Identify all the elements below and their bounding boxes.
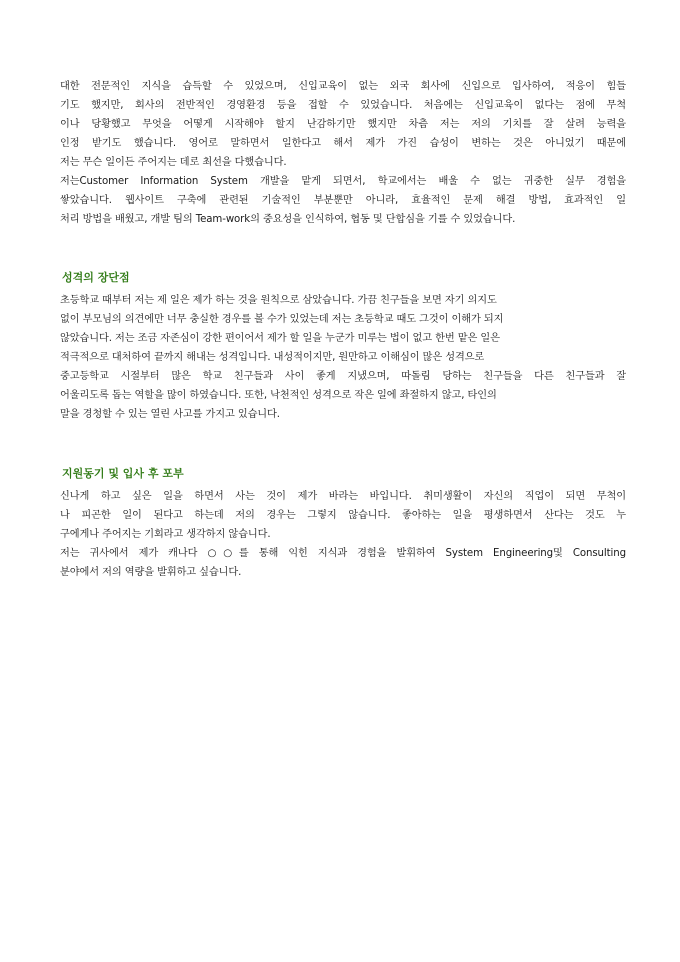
text-line: 중고등학교 시절부터 많은 학교 친구들과 사이 좋게 지냈으며, 따돌림 당하는 친구들을 다른 친구들과 잘 [60,371,626,382]
text-line: 않았습니다. 저는 조금 자존심이 강한 편이어서 제가 할 일을 누군가 미루는 법이 없고 한번 맡은 일은 [60,333,500,344]
text-line: 나 피곤한 일이 된다고 하는데 저의 경우는 그렇지 않습니다. 좋아하는 일을 평생하면서 산다는 것도 누 [60,510,626,521]
text-line: 말을 경청할 수 있는 열린 사고를 가지고 있습니다. [60,409,280,420]
text-line: 저는Customer Information System 개발을 맡게 되면서, 학교에서는 배울 수 없는 귀중한 실무 경험을 [60,176,626,187]
text-line: 저는 무슨 일이든 주어지는 데로 최선을 다했습니다. [60,157,287,168]
motivation-paragraph [60,487,626,582]
personality-paragraph [60,291,626,424]
text-line: 기도 했지만, 회사의 전반적인 경영환경 등을 접할 수 있었습니다. 처음에는 신입교육이 없다는 점에 무척 [60,100,626,111]
experience-paragraph [60,77,626,229]
text-line: 적극적으로 대처하여 끝까지 해내는 성격입니다. 내성적이지만, 원만하고 이해심이 많은 성격으로 [60,352,485,363]
text-line: 대한 전문적인 지식을 습득할 수 있었으며, 신입교육이 없는 외국 회사에 신입으로 입사하여, 적응이 힘들 [60,81,626,92]
text-line: 분야에서 저의 역량을 발휘하고 싶습니다. [60,567,242,578]
text-line: 처리 방법을 배웠고, 개발 팀의 Team-work의 중요성을 인식하여, 협동 및 단합심을 기를 수 있었습니다. [60,214,516,225]
text-line: 쌓았습니다. 웹사이트 구축에 관련된 기술적인 부분뿐만 아니라, 효율적인 문제 해결 방법, 효과적인 일 [60,195,626,206]
motivation-heading: 지원동기 및 입사 후 포부 [62,467,184,480]
personality-heading: 성격의 장단점 [62,271,130,284]
text-line: 이나 당황했고 무엇을 어떻게 시작해야 할지 난감하기만 했지만 차츰 저는 저의 기치를 잘 살려 능력을 [60,119,626,130]
text-line: 없이 부모님의 의견에만 너무 충실한 경우를 볼 수가 있었는데 저는 초등학교 때도 그것이 이해가 되지 [60,314,504,325]
text-line: 초등학교 때부터 저는 제 일은 제가 하는 것을 원칙으로 삼았습니다. 가끔 친구들을 보면 자기 의지도 [60,295,497,306]
text-line: 인정 받기도 했습니다. 영어로 말하면서 일한다고 해서 제가 가진 습성이 변하는 것은 아니었기 때문에 [60,138,626,149]
text-line: 어울리도록 돕는 역할을 많이 하였습니다. 또한, 낙천적인 성격으로 작은 일에 좌절하지 않고, 타인의 [60,390,497,401]
text-line: 구에게나 주어지는 기회라고 생각하지 않습니다. [60,529,271,540]
text-line: 신나게 하고 싶은 일을 하면서 사는 것이 제가 바라는 바입니다. 취미생활이 자신의 직업이 되면 무척이 [60,491,626,502]
text-line: 저는 귀사에서 제가 캐나다 ○○를 통해 익힌 지식과 경험을 발휘하여 System Engineering및 Consulting [60,548,626,559]
